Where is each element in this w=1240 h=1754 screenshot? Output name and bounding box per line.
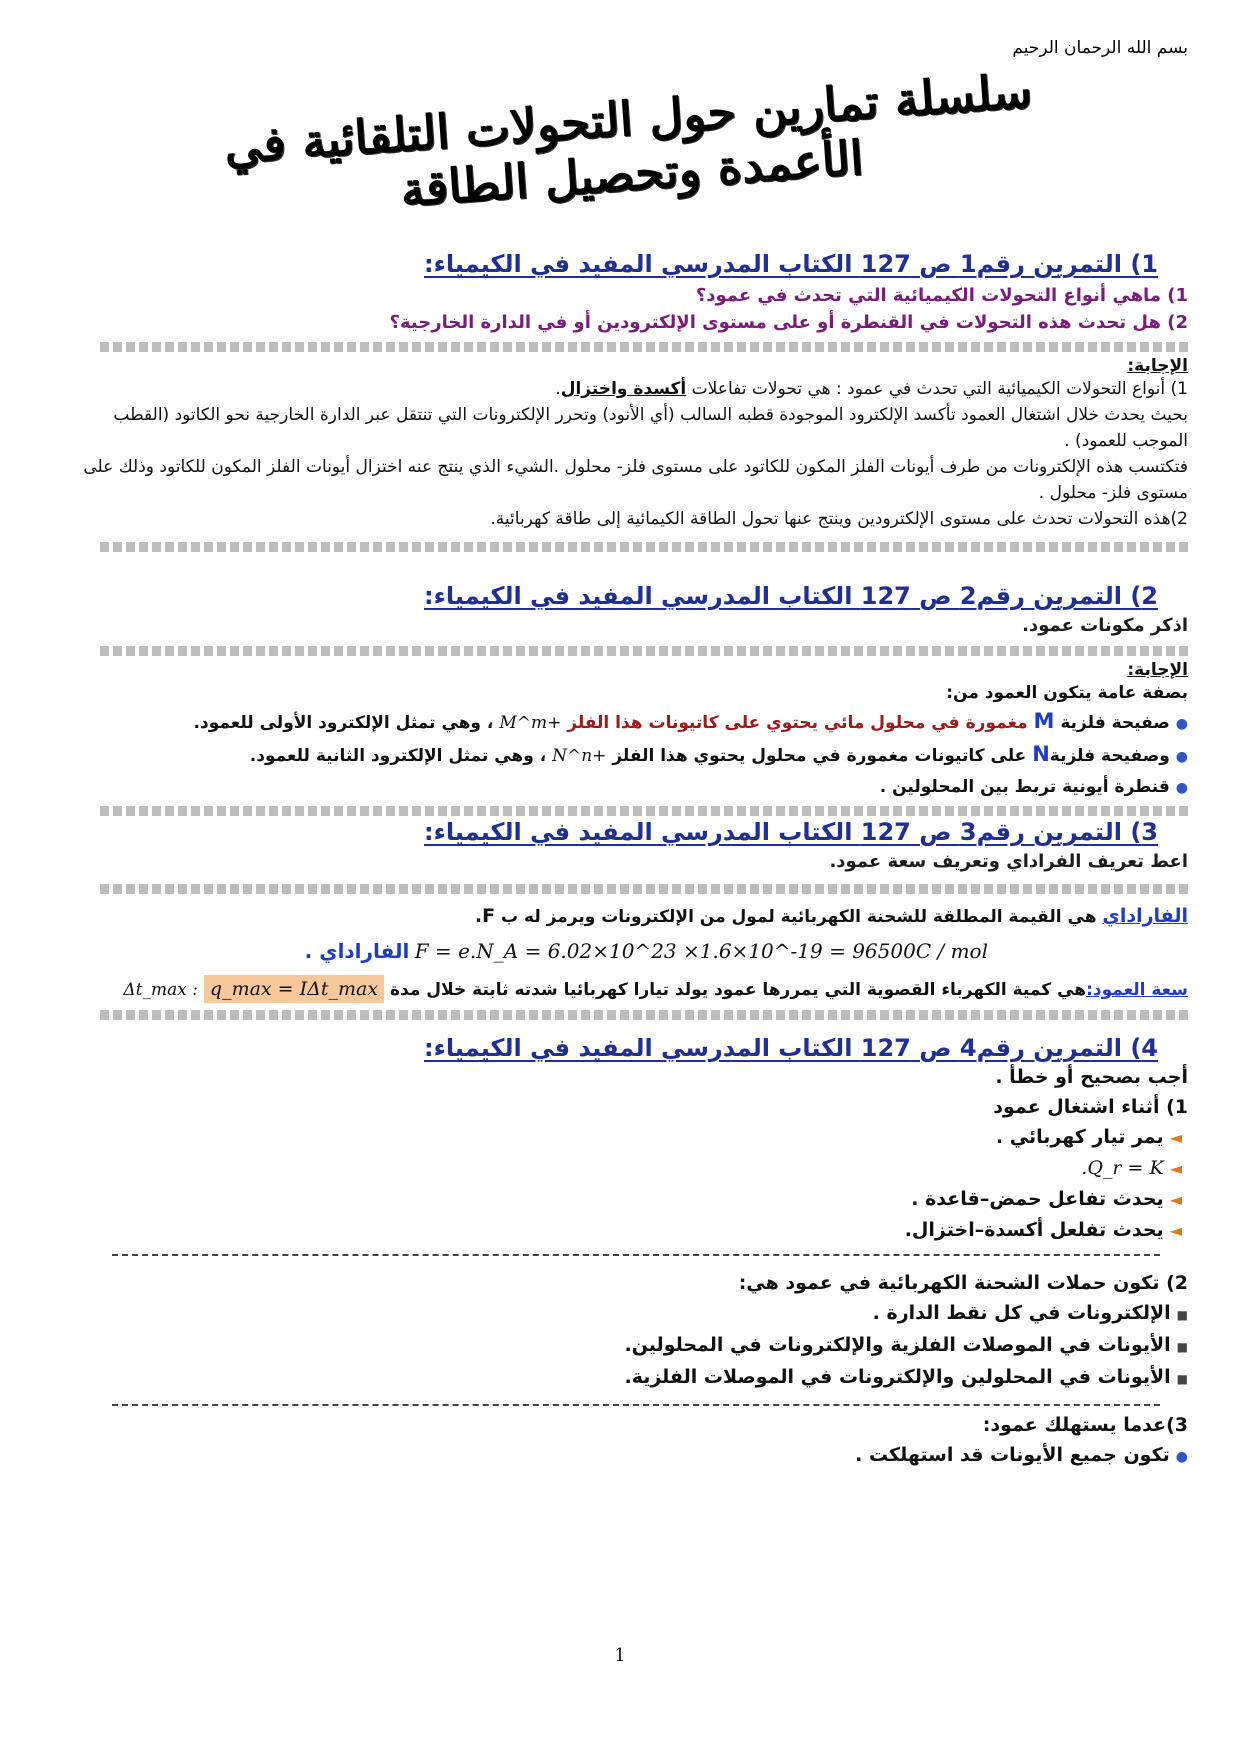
list-item: ●صفيحة فلزية M مغمورة في محلول مائي يحتوي على كاتيونات هذا الفلز M^m+ ، وهي تمثل الإلكترود الأولى للعمود. <box>193 709 1188 733</box>
question: أجب بصحيح أو خطأ . <box>995 1066 1188 1088</box>
divider <box>98 646 1188 656</box>
list-item: ◄.Q_r = K <box>1081 1157 1182 1179</box>
list-item: ●قنطرة أيونية تربط بين المحلولين . <box>879 777 1188 797</box>
answer-label: الإجابة: <box>1127 660 1188 680</box>
square-bullet-icon: ■ <box>1176 1308 1188 1322</box>
answer-text: بحيث يحدث خلال اشتغال العمود تأكسد الإلكترود الموجودة قطبه السالب (أي الأنود) وتحرر الإلكترونات التي تنتقل عبر الدارة الخارجية نحو الكاتود (القطب الموجب للعمود) . <box>113 405 1188 451</box>
answer-label: الإجابة: <box>1127 356 1188 376</box>
answer-text: الفاراداي هي القيمة المطلقة للشحنة الكهربائية لمول من الإلكترونات ويرمز له ب F. <box>474 905 1188 927</box>
list-item: ◄يحدث تفلعل أكسدة–اختزال. <box>904 1219 1182 1241</box>
bullet-icon: ● <box>1175 780 1188 796</box>
answer-text: سعة العمود:هي كمية الكهرباء القصوية التي يمررها عمود يولد تيارا كهربائيا شدته ثابتة خلال مدة Δt_max : q_max = IΔt_max <box>70 971 1188 1008</box>
exercise-3 <box>70 818 1188 875</box>
list-item: ■الأيونات في الموصلات الفلزية والإلكترونات في المحلولين. <box>624 1334 1188 1356</box>
triangle-icon: ◄ <box>1169 1190 1182 1209</box>
sub-question: 1) أثناء اشتغال عمود <box>993 1096 1188 1118</box>
answer-3 <box>70 900 1188 1008</box>
triangle-icon: ◄ <box>1169 1221 1182 1240</box>
list-item: ■الأيونات في المحلولين والإلكترونات في الموصلات الفلزية. <box>624 1366 1188 1388</box>
bullet-icon: ● <box>1175 716 1188 732</box>
question: 2) هل تحدث هذه التحولات في القنطرة أو على مستوى الإلكترودين أو في الدارة الخارجية؟ <box>389 312 1188 333</box>
exercise-title: 1) التمرين رقم1 ص 127 الكتاب المدرسي المفيد في الكيمياء: <box>423 250 1158 278</box>
question: اعط تعريف الفراداي وتعريف سعة عمود. <box>829 851 1188 872</box>
dashed-divider <box>112 1404 1160 1406</box>
answer-text: 2)هذه التحولات تحدث على مستوى الإلكترودين وينتج عنها تحول الطاقة الكيمائية إلى طاقة كهربائية. <box>490 509 1188 529</box>
divider <box>98 806 1188 816</box>
exercise-4-part-3 <box>70 1410 1188 1472</box>
list-item: ◄يحدث تفاعل حمض–قاعدة . <box>911 1188 1182 1210</box>
answer-1 <box>70 356 1188 532</box>
question: اذكر مكونات عمود. <box>1022 615 1188 636</box>
question: 1) ماهي أنواع التحولات الكيميائية التي تحدث في عمود؟ <box>695 285 1188 306</box>
divider <box>98 884 1188 894</box>
faraday-formula: F = e.N_A = 6.02×10^23 ×1.6×10^-19 = 96500C / mol <box>414 939 988 963</box>
dashed-divider <box>112 1254 1160 1256</box>
list-item: ◄يمر تيار كهربائي . <box>995 1126 1182 1148</box>
sub-question: 2) تكون حملات الشحنة الكهربائية في عمود هي: <box>738 1272 1188 1294</box>
exercise-2 <box>70 582 1188 639</box>
answer-text: بصفة عامة يتكون العمود من: <box>946 683 1188 703</box>
basmala: بسم الله الرحمان الرحيم <box>1012 38 1188 58</box>
exercise-1 <box>70 250 1188 336</box>
triangle-icon: ◄ <box>1169 1128 1182 1147</box>
exercise-title: 3) التمرين رقم3 ص 127 الكتاب المدرسي المفيد في الكيمياء: <box>423 818 1158 846</box>
capacity-formula: q_max = IΔt_max <box>204 975 384 1003</box>
exercise-4 <box>70 1034 1188 1246</box>
list-item: ■الإلكترونات في كل نقط الدارة . <box>872 1302 1188 1324</box>
answer-2 <box>70 660 1188 803</box>
square-bullet-icon: ■ <box>1176 1340 1188 1354</box>
sub-question: 3)عدما يستهلك عمود: <box>982 1414 1188 1436</box>
formula-line: F = e.N_A = 6.02×10^23 ×1.6×10^-19 = 96500C / mol الفاراداي . <box>304 939 988 963</box>
square-bullet-icon: ■ <box>1176 1372 1188 1386</box>
exercise-4-part-2 <box>70 1268 1188 1394</box>
divider <box>98 1010 1188 1020</box>
list-item: ●تكون جميع الأيونات قد استهلكت . <box>855 1444 1188 1466</box>
bullet-icon: ● <box>1175 749 1188 765</box>
divider <box>98 342 1188 352</box>
list-item: ●وصفيحة فلزيةN على كاتيونات مغمورة في محلول يحتوي هذا الفلز N^n+ ، وهي تمثل الإلكترود الثانية للعمود. <box>249 742 1188 766</box>
answer-text: 1) أنواع التحولات الكيميائية التي تحدث في عمود : هي تحولات تفاعلات أكسدة واختزال. <box>555 379 1188 399</box>
triangle-icon: ◄ <box>1169 1159 1182 1178</box>
page-title: سلسلة تمارين حول التحولات التلقائية في الأعمدة وتحصيل الطاقة <box>222 63 1034 219</box>
answer-text: فتكتسب هذه الإلكترونات من طرف أيونات الفلز المكون للكاتود على مستوى فلز- محلول .الشيء الذي ينتج عنه اختزال أيونات الفلز المكون للكاتود وذلك على مستوى فلز- محلول . <box>83 457 1188 503</box>
page-number: 1 <box>614 1645 626 1666</box>
exercise-title: 4) التمرين رقم4 ص 127 الكتاب المدرسي المفيد في الكيمياء: <box>423 1034 1158 1062</box>
bullet-icon: ● <box>1175 1449 1188 1465</box>
divider <box>98 542 1188 552</box>
exercise-title: 2) التمرين رقم2 ص 127 الكتاب المدرسي المفيد في الكيمياء: <box>423 582 1158 610</box>
